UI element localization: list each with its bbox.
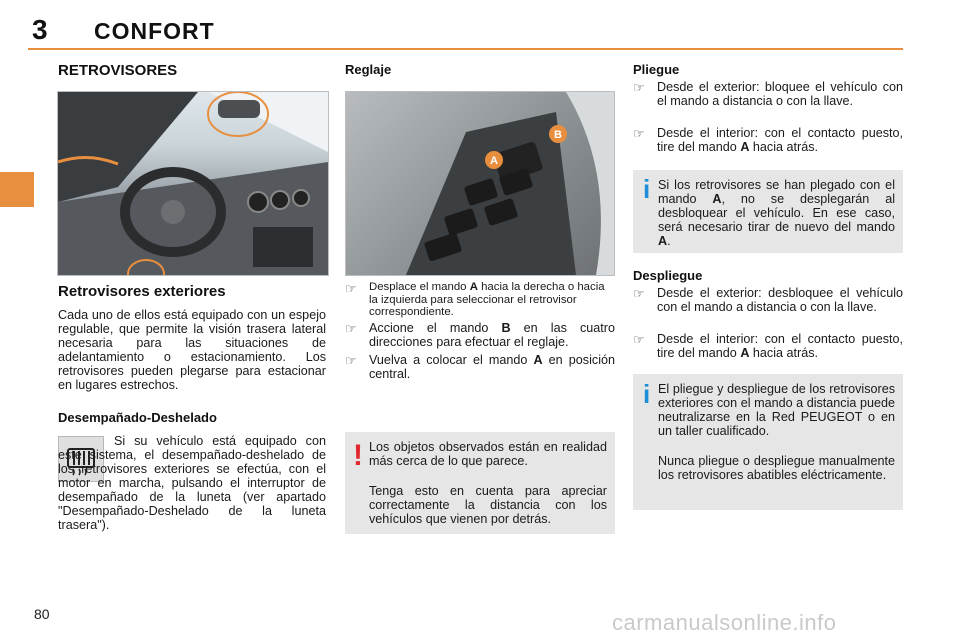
info-text-remote-1: El pliegue y despliegue de los retrovisores exteriores con el mando a distancia puede neutralizarse en la Red PEUGEOT o en un taller cualificado. [658,382,895,438]
watermark: carmanualsonline.info [612,610,837,635]
label-b: B [554,129,562,141]
warning-text-2: Tenga esto en cuenta para apreciar correctamente la distancia con los vehículos que vienen por detrás. [369,484,607,526]
unfold-item [633,286,903,332]
mirror-control-photo [345,91,615,276]
bullet-icon: ☞ [633,80,645,95]
bullet-icon: ☞ [345,353,357,368]
info-box-remote [633,374,903,510]
intro-paragraph: Cada uno de ellos está equipado con un espejo regulable, que permite la visión trasera lateral necesaria para las situaciones de adelantamiento o estacionamiento. Los retrovisores pueden plegarse para estacionar en lugares estrechos. [58,308,326,392]
adjust-item-text: Desplace el mando A hacia la derecha o hacia la izquierda para seleccionar el retrovisor correspondiente. [369,281,605,318]
bullet-icon: ☞ [633,332,645,347]
adjust-item [345,281,615,321]
dashboard-photo [57,91,329,276]
header-rule [28,48,903,50]
adjust-item-text: Vuelva a colocar el mando A en posición central. [369,353,615,381]
page-number: 80 [34,606,50,622]
unfold-list [633,286,903,364]
adjust-item [345,353,615,385]
adjust-item [345,321,615,353]
adjust-item-text: Accione el mando B en las cuatro direcciones para efectuar el reglaje. [369,321,615,349]
adjust-title: Reglaje [345,62,392,77]
bullet-icon: ☞ [633,126,645,141]
info-icon: i [643,379,651,409]
info-text-fold: Si los retrovisores se han plegado con el mando A, no se desplegarán al desbloquear el vehículo. En ese caso, será necesario tirar de nuevo del mando A. [658,178,895,248]
chapter-number: 3 [32,14,48,45]
dashboard-illustration [58,92,328,275]
warning-text-1: Los objetos observados están en realidad más cerca de lo que parece. [369,440,607,468]
chapter-tab [0,172,34,207]
fold-title: Pliegue [633,62,680,77]
rearview-mirror [218,100,260,118]
bullet-icon: ☞ [345,321,357,336]
defrost-text: Si su vehículo está equipado con este sistema, el desempañado-deshelado de los retrovisores exteriores se efectúa, con el motor en marcha, pulsando el interruptor de desempañado de la luneta (ver apartado "Desempañado-Deshelado de la luneta trasera"). [58,434,326,532]
unfold-item-text: Desde el interior: con el contacto puesto, tire del mando A hacia atrás. [657,332,903,360]
fold-item-text: Desde el interior: con el contacto puesto, tire del mando A hacia atrás. [657,126,903,154]
unfold-item-text: Desde el exterior: desbloquee el vehículo con el mando a distancia o con la llave. [657,286,903,314]
adjust-list [345,281,615,385]
fold-item-text: Desde el exterior: bloquee el vehículo con el mando a distancia o con la llave. [657,80,903,108]
unfold-title: Despliegue [633,268,703,283]
fold-item [633,80,903,126]
label-a: A [490,155,498,167]
unfold-item [633,332,903,364]
bullet-icon: ☞ [633,286,645,301]
info-text-remote-2: Nunca pliegue o despliegue manualmente los retrovisores abatibles eléctricamente. [658,454,895,482]
fold-item [633,126,903,158]
section-title: RETROVISORES [58,62,178,79]
warning-box [345,432,615,534]
fold-list [633,80,903,158]
info-icon: i [643,174,651,204]
chapter-title: CONFORT [94,18,215,44]
info-box-fold [633,170,903,253]
warning-icon: ! [353,439,363,472]
window-switch-illustration [346,92,614,275]
subtitle-exterior-mirrors: Retrovisores exteriores [58,283,226,300]
bullet-icon: ☞ [345,281,357,296]
defrost-title: Desempañado-Deshelado [58,410,217,425]
